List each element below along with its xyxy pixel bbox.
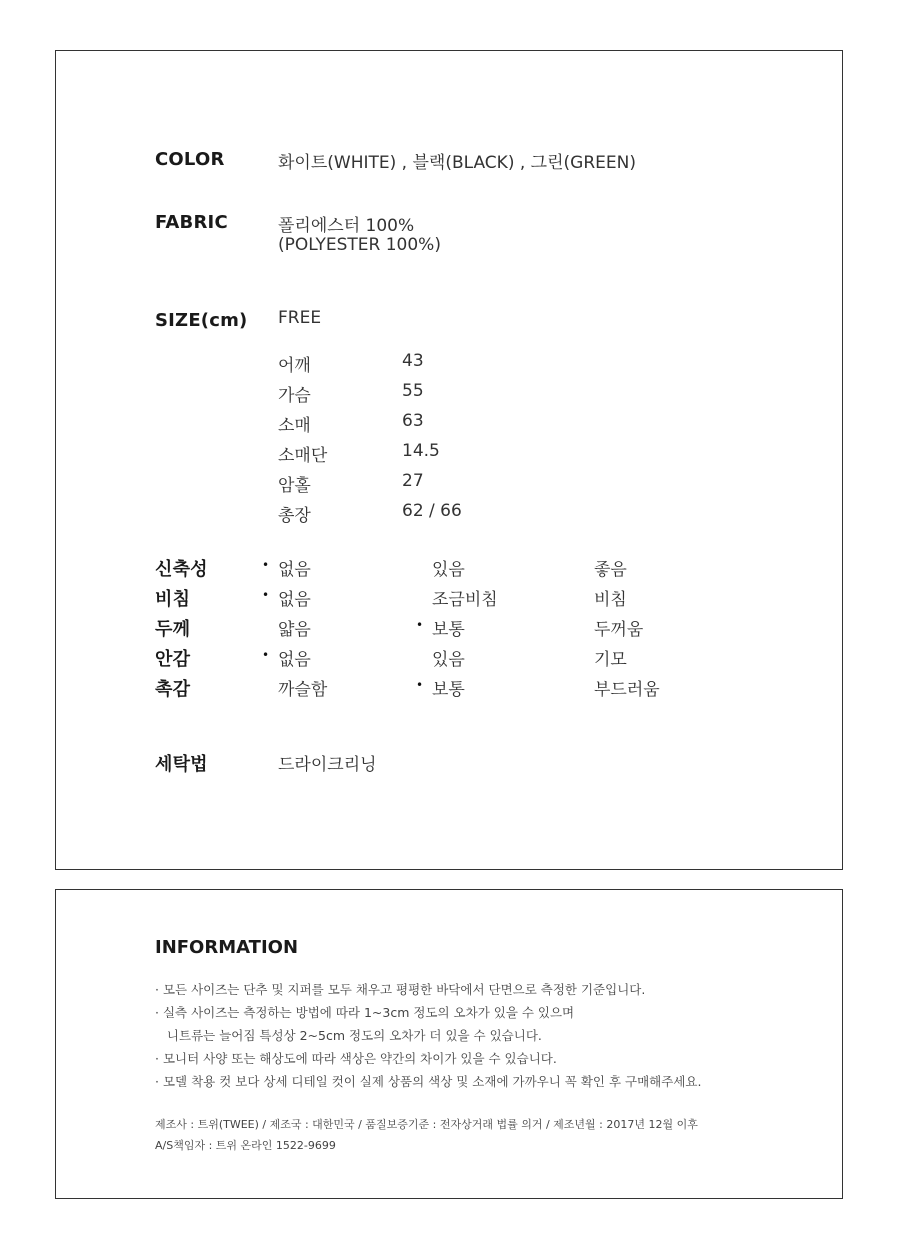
size-row-value: 62 / 66 bbox=[402, 501, 462, 521]
size-row-name: 어깨 bbox=[278, 356, 311, 376]
size-row-name: 소매단 bbox=[278, 446, 328, 466]
attribute-option: 있음 bbox=[432, 560, 465, 580]
attribute-option: 기모 bbox=[594, 650, 627, 670]
attribute-label-stretch: 신축성 bbox=[155, 559, 208, 580]
attribute-option: 보통 bbox=[432, 620, 465, 640]
attribute-label-thickness: 두께 bbox=[155, 619, 191, 640]
attribute-label-sheerness: 비침 bbox=[155, 589, 191, 610]
attribute-option: 얇음 bbox=[278, 620, 311, 640]
selected-marker: • bbox=[262, 588, 270, 602]
product-spec-panel bbox=[55, 50, 843, 870]
attribute-option: 없음 bbox=[278, 650, 311, 670]
attribute-option: 있음 bbox=[432, 650, 465, 670]
attribute-option: 좋음 bbox=[594, 560, 627, 580]
size-row-value: 14.5 bbox=[402, 441, 440, 461]
information-title: INFORMATION bbox=[155, 937, 299, 958]
size-label: SIZE(cm) bbox=[155, 310, 248, 331]
color-label: COLOR bbox=[155, 149, 225, 170]
size-row-value: 63 bbox=[402, 411, 424, 431]
information-line: · 모니터 사양 또는 해상도에 따라 색상은 약간의 차이가 있을 수 있습니다. bbox=[155, 1051, 557, 1066]
selected-marker: • bbox=[262, 558, 270, 572]
information-line: · 모델 착용 컷 보다 상세 디테일 컷이 실제 상품의 색상 및 소재에 가까우니 꼭 확인 후 구매해주세요. bbox=[155, 1074, 702, 1089]
size-row-value: 55 bbox=[402, 381, 424, 401]
attribute-label-lining: 안감 bbox=[155, 649, 191, 670]
fabric-value-line1: 폴리에스터 100% bbox=[278, 216, 415, 236]
selected-marker: • bbox=[416, 618, 424, 632]
selected-marker: • bbox=[416, 678, 424, 692]
size-row-value: 43 bbox=[402, 351, 424, 371]
size-row-name: 가슴 bbox=[278, 386, 311, 406]
size-row-name: 소매 bbox=[278, 416, 311, 436]
size-row-name: 암홀 bbox=[278, 476, 311, 496]
attribute-option: 없음 bbox=[278, 560, 311, 580]
attribute-option: 까슬함 bbox=[278, 680, 328, 700]
attribute-option: 두꺼움 bbox=[594, 620, 644, 640]
attribute-option: 없음 bbox=[278, 590, 311, 610]
attribute-option: 부드러움 bbox=[594, 680, 660, 700]
washing-label: 세탁법 bbox=[155, 754, 208, 775]
washing-value: 드라이크리닝 bbox=[278, 755, 377, 775]
fabric-value-line2: (POLYESTER 100%) bbox=[278, 235, 441, 255]
information-line: 니트류는 늘어짐 특성상 2~5cm 정도의 오차가 더 있을 수 있습니다. bbox=[155, 1028, 542, 1043]
manufacturer-info: 제조사 : 트위(TWEE) / 제조국 : 대한민국 / 품질보증기준 : 전자상거래 법률 의거 / 제조년월 : 2017년 12월 이후 bbox=[155, 1118, 698, 1131]
attribute-option: 조금비침 bbox=[432, 590, 498, 610]
information-line: · 실측 사이즈는 측정하는 방법에 따라 1~3cm 정도의 오차가 있을 수 있으며 bbox=[155, 1005, 575, 1020]
attribute-option: 보통 bbox=[432, 680, 465, 700]
attribute-option: 비침 bbox=[594, 590, 627, 610]
size-value: FREE bbox=[278, 308, 322, 328]
size-row-name: 총장 bbox=[278, 506, 311, 526]
fabric-label: FABRIC bbox=[155, 212, 228, 233]
as-contact-info: A/S책임자 : 트위 온라인 1522-9699 bbox=[155, 1139, 336, 1152]
color-value: 화이트(WHITE) , 블랙(BLACK) , 그린(GREEN) bbox=[278, 153, 636, 173]
selected-marker: • bbox=[262, 648, 270, 662]
size-row-value: 27 bbox=[402, 471, 424, 491]
information-line: · 모든 사이즈는 단추 및 지퍼를 모두 채우고 평평한 바닥에서 단면으로 측정한 기준입니다. bbox=[155, 982, 646, 997]
attribute-label-texture: 촉감 bbox=[155, 679, 191, 700]
